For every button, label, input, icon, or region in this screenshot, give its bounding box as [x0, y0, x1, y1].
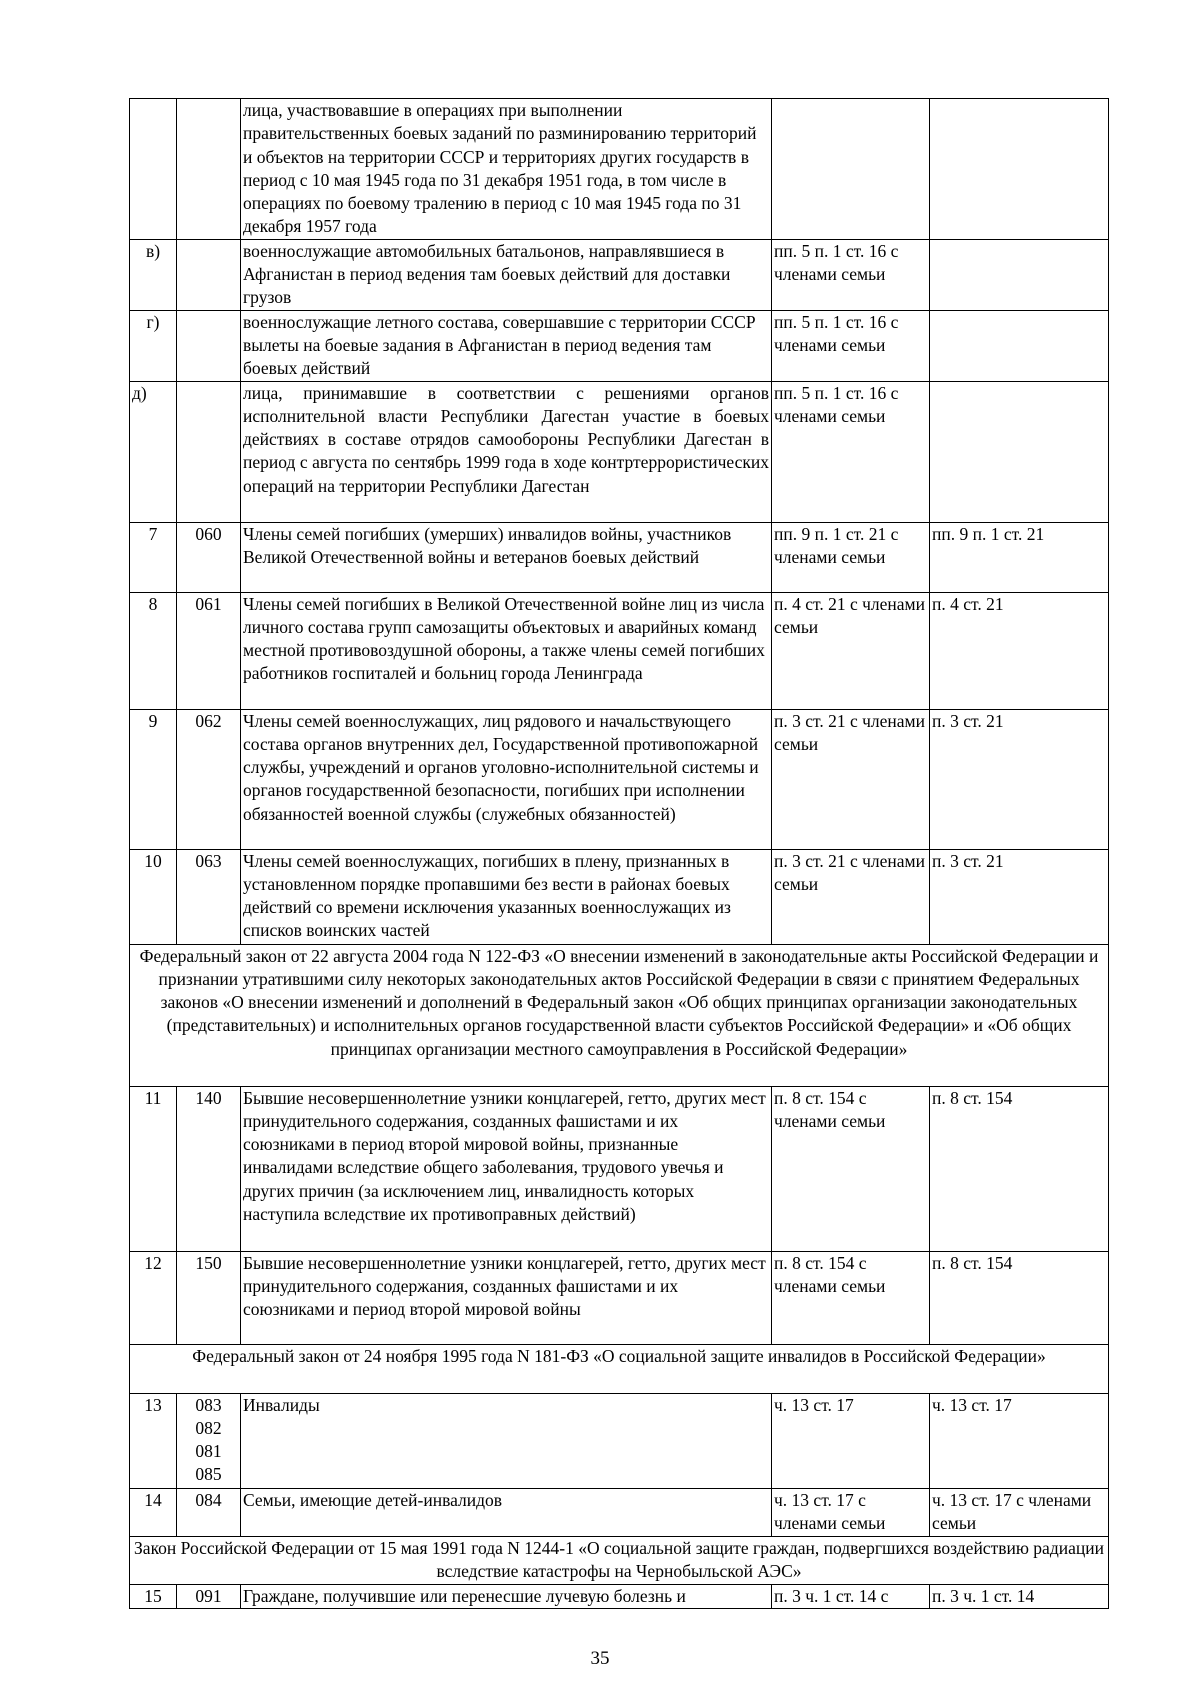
row-reference-alt: ч. 13 ст. 17 — [930, 1393, 1109, 1488]
row-number: в) — [130, 239, 177, 310]
row-number: 13 — [130, 1393, 177, 1488]
row-reference: пп. 5 п. 1 ст. 16 с членами семьи — [772, 381, 930, 522]
table-row — [130, 99, 1109, 240]
row-code — [177, 381, 241, 522]
row-number: 8 — [130, 592, 177, 709]
row-reference: п. 3 ст. 21 с членами семьи — [772, 849, 930, 944]
row-code — [177, 99, 241, 240]
row-description: военнослужащие автомобильных батальонов, направлявшиеся в Афганистан в период ведения там боевых действий для доставки грузов — [241, 239, 772, 310]
table-row — [130, 1488, 1109, 1536]
row-reference-alt: п. 4 ст. 21 — [930, 592, 1109, 709]
row-code: 083 — [195, 1394, 222, 1415]
row-description: Бывшие несовершеннолетние узники концлагерей, гетто, других мест принудительного содержания, созданных фашистами и их союзниками и период второй мировой войны — [241, 1251, 772, 1344]
law-title: Федеральный закон от 24 ноября 1995 года N 181-ФЗ «О социальной защите инвалидов в Российской Федерации» — [130, 1344, 1109, 1393]
row-reference-alt: ч. 13 ст. 17 с членами семьи — [930, 1488, 1109, 1536]
row-number — [130, 99, 177, 240]
row-description: Члены семей военнослужащих, погибших в плену, признанных в установленном порядке пропавшими без вести в районах боевых действий со времени исключения указанных военнослужащих из списков воинских частей — [241, 849, 772, 944]
row-reference: п. 3 ст. 21 с членами семьи — [772, 709, 930, 849]
row-number: 12 — [130, 1251, 177, 1344]
row-number: г) — [130, 310, 177, 381]
benefits-table — [129, 98, 1109, 1609]
table-row — [130, 239, 1109, 310]
row-description: Члены семей военнослужащих, лиц рядового и начальствующего состава органов внутренних дел, Государственной противопожарной службы, учреждений и органов уголовно-исполнительной системы и органов государственной безопасности, погибших при исполнении обязанностей военной службы (служебных обязанностей) — [241, 709, 772, 849]
row-code: 150 — [177, 1251, 241, 1344]
row-reference: пп. 5 п. 1 ст. 16 с членами семьи — [772, 239, 930, 310]
row-reference: п. 8 ст. 154 с членами семьи — [772, 1251, 930, 1344]
row-reference: п. 3 ч. 1 ст. 14 с — [772, 1584, 930, 1608]
table-row — [130, 1086, 1109, 1251]
table-row — [130, 1251, 1109, 1344]
row-code: 091 — [177, 1584, 241, 1608]
row-code — [177, 239, 241, 310]
row-reference-alt: пп. 9 п. 1 ст. 21 — [930, 522, 1109, 592]
row-description: Граждане, получившие или перенесшие лучевую болезнь и — [241, 1584, 772, 1608]
row-number: 11 — [130, 1086, 177, 1251]
table-row — [130, 709, 1109, 849]
table-row — [130, 522, 1109, 592]
table-row — [130, 310, 1109, 381]
row-description: Бывшие несовершеннолетние узники концлагерей, гетто, других мест принудительного содержания, созданных фашистами и их союзниками в период второй мировой войны, признанные инвалидами вследствие общего заболевания, трудового увечья и других причин (за исключением лиц, инвалидность которых наступила вследствие их противоправных действий) — [241, 1086, 772, 1251]
row-description: лица, участвовавшие в операциях при выполнении правительственных боевых заданий по разминированию территорий и объектов на территории СССР и территориях других государств в период с 10 мая 1945 года по 31 декабря 1951 года, в том числе в операциях по боевому тралению в период с 10 мая 1945 года по 31 декабря 1957 года — [241, 99, 772, 240]
row-reference-alt — [930, 310, 1109, 381]
law-title: Закон Российской Федерации от 15 мая 1991 года N 1244-1 «О социальной защите граждан, подвергшихся воздействию радиации вследствие катастрофы на Чернобыльской АЭС» — [130, 1536, 1109, 1584]
row-code: 140 — [177, 1086, 241, 1251]
row-number: 10 — [130, 849, 177, 944]
row-reference-alt — [930, 381, 1109, 522]
row-number: 7 — [130, 522, 177, 592]
row-number: 9 — [130, 709, 177, 849]
row-codes — [177, 1393, 241, 1488]
row-reference-alt: п. 8 ст. 154 — [930, 1086, 1109, 1251]
row-reference: п. 8 ст. 154 с членами семьи — [772, 1086, 930, 1251]
row-description: лица, принимавшие в соответствии с решениями органов исполнительной власти Республики Дагестан участие в боевых действиях в составе отрядов самообороны Республики Дагестан в период с августа по сентябрь 1999 года в ходе контртеррористических операций на территории Республики Дагестан — [241, 381, 772, 522]
row-description: военнослужащие летного состава, совершавшие с территории СССР вылеты на боевые задания в Афганистан в период ведения там боевых действий — [241, 310, 772, 381]
row-reference-alt: п. 3 ст. 21 — [930, 849, 1109, 944]
row-reference-alt: п. 8 ст. 154 — [930, 1251, 1109, 1344]
row-code: 081 — [195, 1441, 222, 1462]
law-section-header — [130, 1536, 1109, 1584]
page-number: 35 — [590, 1648, 610, 1669]
row-reference-alt — [930, 99, 1109, 240]
row-code: 061 — [177, 592, 241, 709]
row-number: 14 — [130, 1488, 177, 1536]
table-row — [130, 592, 1109, 709]
law-title: Федеральный закон от 22 августа 2004 года N 122-ФЗ «О внесении изменений в законодательные акты Российской Федерации и признании утратившими силу некоторых законодательных актов Российской Федерации в связи с принятием Федеральных законов «О внесении изменений и дополнений в Федеральный закон «Об общих принципах организации законодательных (представительных) и исполнительных органов государственной власти субъектов Российской Федерации» и «Об общих принципах организации местного самоуправления в Российской Федерации» — [130, 944, 1109, 1086]
row-code: 085 — [195, 1464, 222, 1485]
row-reference-alt: п. 3 ст. 21 — [930, 709, 1109, 849]
row-number: 15 — [130, 1584, 177, 1608]
row-reference: пп. 5 п. 1 ст. 16 с членами семьи — [772, 310, 930, 381]
row-code — [177, 310, 241, 381]
row-reference: пп. 9 п. 1 ст. 21 с членами семьи — [772, 522, 930, 592]
row-code: 062 — [177, 709, 241, 849]
row-code: 060 — [177, 522, 241, 592]
row-reference-alt — [930, 239, 1109, 310]
table-row — [130, 849, 1109, 944]
row-code: 063 — [177, 849, 241, 944]
table-row — [130, 1393, 1109, 1488]
row-description: Семьи, имеющие детей-инвалидов — [241, 1488, 772, 1536]
row-reference: ч. 13 ст. 17 — [772, 1393, 930, 1488]
row-reference: п. 4 ст. 21 с членами семьи — [772, 592, 930, 709]
row-reference: ч. 13 ст. 17 с членами семьи — [772, 1488, 930, 1536]
row-number: д) — [130, 381, 177, 522]
row-reference — [772, 99, 930, 240]
row-description: Инвалиды — [241, 1393, 772, 1488]
row-code: 084 — [177, 1488, 241, 1536]
row-reference-alt: п. 3 ч. 1 ст. 14 — [930, 1584, 1109, 1608]
table-row — [130, 381, 1109, 522]
law-section-header — [130, 944, 1109, 1086]
table-row — [130, 1584, 1109, 1608]
row-code: 082 — [195, 1417, 222, 1438]
law-section-header — [130, 1344, 1109, 1393]
row-description: Члены семей погибших в Великой Отечественной войне лиц из числа личного состава групп самозащиты объектовых и аварийных команд местной противовоздушной обороны, а также члены семей погибших работников госпиталей и больниц города Ленинграда — [241, 592, 772, 709]
row-description: Члены семей погибших (умерших) инвалидов войны, участников Великой Отечественной войны и ветеранов боевых действий — [241, 522, 772, 592]
